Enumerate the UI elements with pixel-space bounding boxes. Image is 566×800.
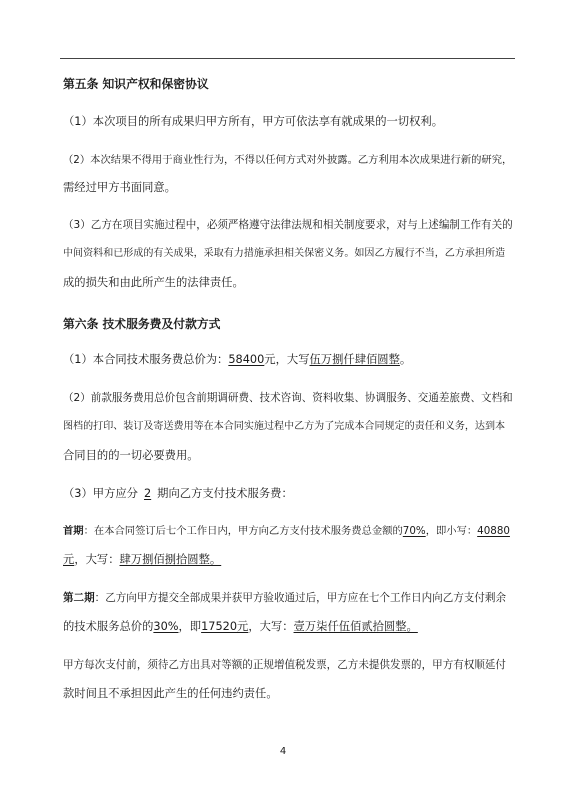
section-6-clause-2-line-3: 合同目的的一切必要费用。 <box>63 449 199 462</box>
second-payment-prefix: 的技术服务总价的 <box>63 620 154 633</box>
first-payment-unit: 元 <box>63 553 75 566</box>
fee-total-words: 伍万捌仟肆佰圆整 <box>309 353 400 366</box>
section-5-clause-2-line-2: 需经过甲方书面同意。 <box>63 181 176 194</box>
invoice-clause-line-2: 款时间且不承担因此产生的任何违约责任。 <box>63 687 278 700</box>
section-6-clause-2-line-1: （2）前款服务费用总价包含前期调研费、技术咨询、资料收集、协调服务、交通差旅费、文档和 <box>63 392 513 404</box>
first-payment-line-1 <box>63 524 510 538</box>
invoice-clause-line-1: 甲方每次支付前，须待乙方出具对等额的正规增值税发票，乙方未提供发票的，甲方有权顺延付 <box>63 659 506 671</box>
section-5-heading: 第五条 知识产权和保密协议 <box>63 77 209 91</box>
first-payment-words-prefix: ，大写： <box>74 553 120 566</box>
installment-count: 2 <box>143 487 152 500</box>
second-payment-percent: 30% <box>153 620 179 633</box>
fee-total-mid: 元，大写 <box>264 353 310 366</box>
second-payment-line-2 <box>63 620 418 634</box>
section-5-clause-3-line-2: 中间资料和已形成的有关成果，采取有力措施承担相关保密义务。如因乙方履行不当，乙方承担所造 <box>63 248 506 259</box>
section-6-clause-1 <box>63 353 411 367</box>
second-payment-line-1 <box>63 591 506 605</box>
section-5-clause-3-line-3: 成的损失和由此所产生的法律责任。 <box>63 276 244 289</box>
page-number: 4 <box>279 746 287 757</box>
first-payment-text: ：在本合同签订后七个工作日内，甲方向乙方支付技术服务费总金额的 <box>83 525 403 537</box>
second-payment-amount: 17520元 <box>201 620 249 633</box>
header-rule <box>60 58 515 59</box>
section-5-clause-3-line-1: （3）乙方在项目实施过程中，必须严格遵守法律法规和相关制度要求，对与上述编制工作有关的 <box>63 219 513 231</box>
fee-total-prefix: （1）本合同技术服务费总价为： <box>63 353 229 366</box>
section-6-heading: 第六条 技术服务费及付款方式 <box>63 317 221 331</box>
section-6-clause-3 <box>63 487 293 501</box>
installments-prefix: （3）甲方应分 <box>63 487 138 500</box>
first-payment-amount: 40880 <box>477 525 510 537</box>
first-payment-mid: ，即小写： <box>425 525 478 537</box>
second-payment-words: 壹万柒仟伍佰贰拾圆整。 <box>293 620 418 633</box>
second-payment-mid: ，即 <box>178 620 202 633</box>
first-payment-line-2 <box>63 553 221 567</box>
section-6-clause-2-line-2: 图档的打印、装订及寄送费用等在本合同实施过程中乙方为了完成本合同规定的责任和义务，达到本 <box>63 421 506 432</box>
section-5-clause-1: （1）本次项目的所有成果归甲方所有，甲方可依法享有就成果的一切权利。 <box>63 115 443 128</box>
first-payment-percent: 70% <box>402 525 426 537</box>
fee-total-amount: 58400 <box>228 353 265 366</box>
installments-suffix: 期向乙方支付技术服务费： <box>157 487 293 500</box>
first-payment-label: 首期 <box>63 525 84 537</box>
section-5-clause-2-line-1: （2）本次结果不得用于商业性行为，不得以任何方式对外披露。乙方利用本次成果进行新的研究， <box>63 154 513 166</box>
second-payment-words-prefix: ，大写： <box>248 620 294 633</box>
fee-total-end: 。 <box>399 353 412 366</box>
first-payment-words: 肆万捌佰捌拾圆整。 <box>119 553 222 566</box>
second-payment-label: 第二期 <box>63 592 95 604</box>
second-payment-text: ：乙方向甲方提交全部成果并获甲方验收通过后，甲方应在七个工作日内向乙方支付剩余 <box>94 592 506 604</box>
